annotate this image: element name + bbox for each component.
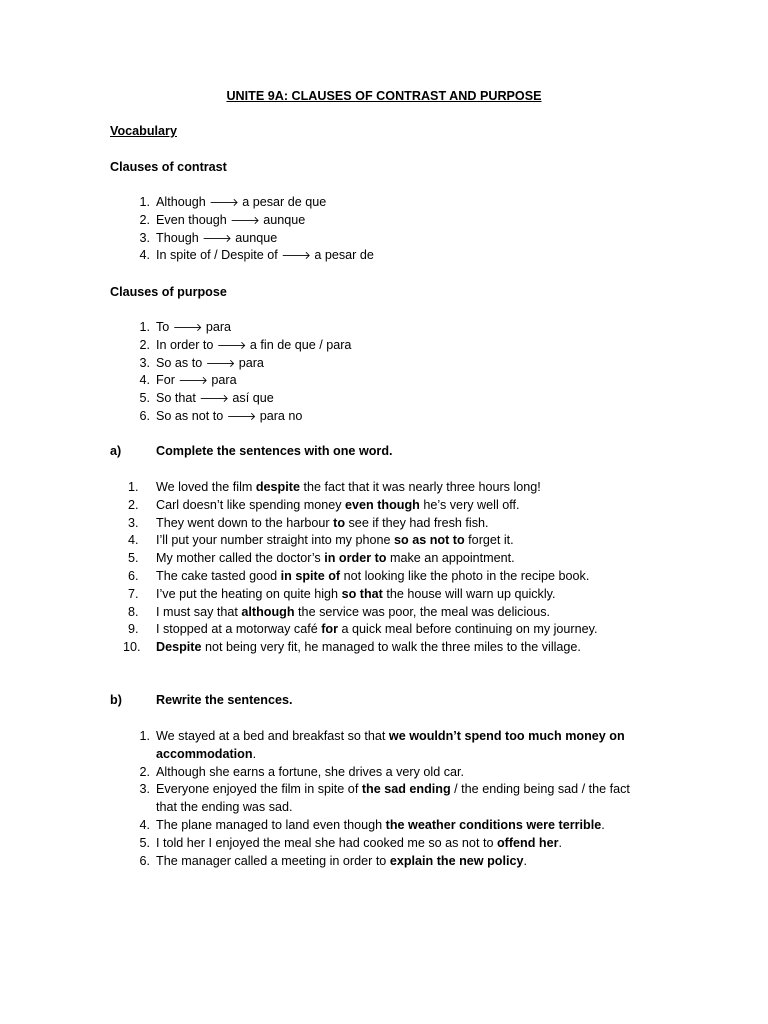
list-item: 3. So as to 🡒 para: [139, 355, 264, 370]
list-item: 4. For 🡒 para: [139, 373, 237, 388]
list-item: 6. The cake tasted good in spite of not looking like the photo in the recipe book.: [128, 568, 590, 583]
answer: in spite of: [280, 568, 341, 583]
list-item: 5. So that 🡒 así que: [139, 391, 274, 406]
list-item: 1. Although 🡒 a pesar de que: [139, 195, 327, 209]
list-item: 2. Although she earns a fortune, she drives a very old car.: [139, 764, 465, 779]
list-item: 4. The plane managed to land even though the weather conditions were terrible.: [139, 817, 605, 832]
contrast-heading: Clauses of contrast: [110, 160, 227, 174]
contrast-list: [110, 194, 658, 265]
answer: although: [241, 604, 295, 619]
arrow-icon: 🡒: [281, 249, 311, 263]
arrow-icon: 🡒: [202, 231, 232, 245]
arrow-icon: 🡒: [230, 213, 260, 227]
answer: so that: [341, 586, 383, 601]
list-item: 3. Everyone enjoyed the film in spite of the sad ending / the ending being sad / the fact that the ending was sad.: [139, 782, 630, 815]
list-item: 3. They went down to the harbour to see if they had fresh fish.: [128, 515, 489, 530]
list-item: 1. To 🡒 para: [139, 320, 232, 334]
list-item: 5. My mother called the doctor’s in order to make an appointment.: [128, 551, 515, 566]
list-item: 10. Despite not being very fit, he managed to walk the three miles to the village.: [123, 640, 581, 655]
exercise-b-list: [110, 728, 640, 870]
answer: the sad ending: [361, 782, 451, 797]
arrow-icon: 🡒: [205, 356, 236, 370]
purpose-heading: Clauses of purpose: [110, 285, 227, 299]
list-item: 5. I told her I enjoyed the meal she had cooked me so as not to offend her.: [139, 835, 563, 850]
list-item: 8. I must say that although the service was poor, the meal was delicious.: [128, 604, 551, 619]
arrow-icon: 🡒: [172, 321, 203, 334]
answer: to: [333, 515, 346, 530]
answer: explain the new policy: [389, 853, 524, 868]
answer: so as not to: [394, 533, 465, 548]
list-item: 1. We loved the film despite the fact that it was nearly three hours long!: [128, 480, 541, 494]
page-title: UNITE 9A: CLAUSES OF CONTRAST AND PURPOSE: [226, 89, 542, 103]
list-item: 6. The manager called a meeting in order to explain the new policy.: [139, 853, 527, 868]
answer: we wouldn’t spend too much money on accommodation: [156, 729, 625, 761]
answer: for: [321, 622, 339, 637]
answer: even though: [345, 497, 420, 512]
arrow-icon: 🡒: [209, 196, 239, 209]
list-item: 2. In order to 🡒 a fin de que / para: [139, 337, 352, 352]
list-item: 2. Carl doesn’t like spending money even though he’s very well off.: [128, 497, 520, 512]
arrow-icon: 🡒: [226, 409, 257, 423]
arrow-icon: 🡒: [199, 392, 229, 406]
list-item: 4. In spite of / Despite of 🡒 a pesar de: [139, 248, 374, 263]
vocabulary-heading: Vocabulary: [110, 124, 177, 138]
list-item: 6. So as not to 🡒 para no: [139, 408, 303, 423]
exercise-a-list: [110, 479, 658, 657]
list-item: 4. I’ll put your number straight into my phone so as not to forget it.: [128, 533, 514, 548]
answer: the weather conditions were terrible: [385, 817, 602, 832]
purpose-list: [110, 319, 658, 426]
list-item: 9. I stopped at a motorway café for a quick meal before continuing on my journey.: [128, 622, 598, 637]
list-item: 1. We stayed at a bed and breakfast so that we wouldn’t spend too much money on accommodation.: [139, 729, 625, 761]
list-item: 2. Even though 🡒 aunque: [139, 212, 306, 227]
arrow-icon: 🡒: [178, 374, 208, 388]
exercise-a-heading: a) Complete the sentences with one word.: [110, 444, 393, 458]
list-item: 3. Though 🡒 aunque: [139, 230, 278, 245]
arrow-icon: 🡒: [216, 338, 247, 352]
answer: despite: [255, 480, 300, 494]
answer: in order to: [324, 551, 387, 566]
list-item: 7. I’ve put the heating on quite high so that the house will warn up quickly.: [128, 586, 556, 601]
exercise-b-heading: b) Rewrite the sentences.: [110, 693, 293, 707]
answer: Despite: [156, 640, 202, 655]
answer: offend her: [496, 835, 559, 850]
